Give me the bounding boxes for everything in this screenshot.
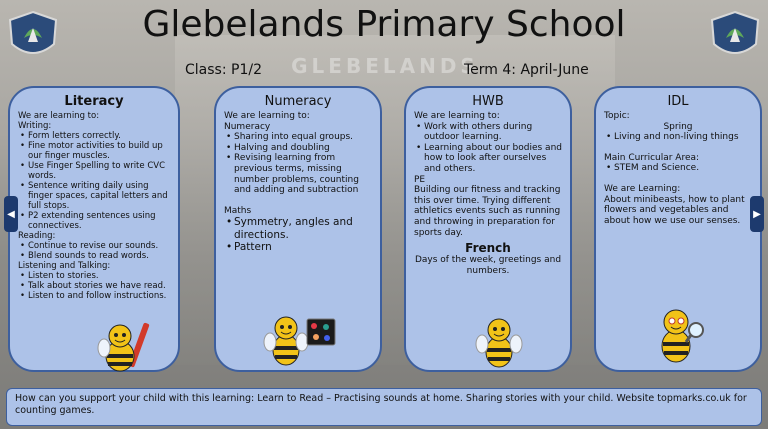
list-item: • Pattern [224,241,372,253]
bee-icon [262,308,310,368]
list-item: • Fine motor activities to build up our finger muscles. [18,141,170,161]
list-item: • Sharing into equal groups. [224,132,372,143]
topic-list [604,132,752,143]
list-item: • Sentence writing daily using finger spaces, capital letters and full stops. [18,181,170,211]
list-item: • Form letters correctly. [18,131,170,141]
literacy-title: Literacy [64,94,124,109]
list-item: • Listen to stories. [18,271,170,281]
topic-label: Topic: [604,111,630,121]
list-item: • Work with others during outdoor learning. [414,122,562,143]
french-title: French [465,241,511,256]
numeracy-list [224,132,372,196]
list-item: • Halving and doubling [224,143,372,154]
literacy-intro: We are learning to: [18,111,100,121]
maths-heading: Maths [224,205,252,216]
numbers-board-icon [306,318,336,346]
list-item: • Learning about our bodies and how to look after ourselves and others. [414,143,562,175]
hwb-list [414,122,562,175]
pe-heading: PE [414,174,426,185]
bee-with-pencil-icon [92,318,152,374]
class-label: Class: P1/2 [185,62,262,78]
list-item: • Talk about stories we have read. [18,281,170,291]
french-text: Days of the week, greetings and numbers. [414,255,562,277]
term-label: Term 4: April-June [464,62,589,78]
maths-list [224,216,372,253]
list-item: • Living and non-living things [604,132,752,143]
numeracy-intro: We are learning to: [224,111,310,121]
curricular-list [604,163,752,174]
next-slide-button[interactable] [750,196,764,232]
list-item: • STEM and Science. [604,163,752,174]
reading-list [18,241,170,261]
previous-slide-button[interactable] [4,196,18,232]
reading-heading: Reading: [18,231,56,242]
writing-heading: Writing: [18,121,52,132]
chevron-right-icon: ▶ [753,208,761,220]
list-item: • P2 extending sentences using connectives. [18,211,170,231]
list-item: • Symmetry, angles and directions. [224,216,372,241]
curricular-label: Main Curricular Area: [604,152,700,163]
list-item: • Listen to and follow instructions. [18,291,170,301]
numeracy-title: Numeracy [264,94,332,109]
writing-list [18,131,170,231]
list-item: • Continue to revise our sounds. [18,241,170,251]
topic-value: Spring [663,121,693,132]
learning-text: About minibeasts, how to plant flowers and vegetables and about how we use our senses. [604,194,745,226]
numeracy-heading: Numeracy [224,121,271,132]
support-footer: How can you support your child with this learning: Learn to Read – Practising sounds at home. Sharing stories with your child. Website topmarks.co.uk for counting games. [6,388,762,426]
bee-icon [472,312,526,370]
listening-list [18,271,170,301]
chevron-left-icon: ◀ [7,208,15,220]
pe-text: Building our fitness and tracking this over time. Trying different athletics events such as running and throwing in preparation for sports day. [414,185,561,238]
list-item: • Blend sounds to read words. [18,251,170,261]
bee-with-magnifier-icon [650,300,708,366]
hwb-intro: We are learning to: [414,111,500,121]
hwb-title: HWB [472,94,504,109]
list-item: • Use Finger Spelling to write CVC words. [18,161,170,181]
page-title: Glebelands Primary School [142,4,626,45]
idl-title: IDL [667,94,689,109]
building-sign: GLEBELANDS [291,54,479,78]
listening-heading: Listening and Talking: [18,261,111,272]
list-item: • Revising learning from previous terms, missing number problems, counting and adding and subtraction [224,153,372,195]
learning-label: We are Learning: [604,184,681,195]
